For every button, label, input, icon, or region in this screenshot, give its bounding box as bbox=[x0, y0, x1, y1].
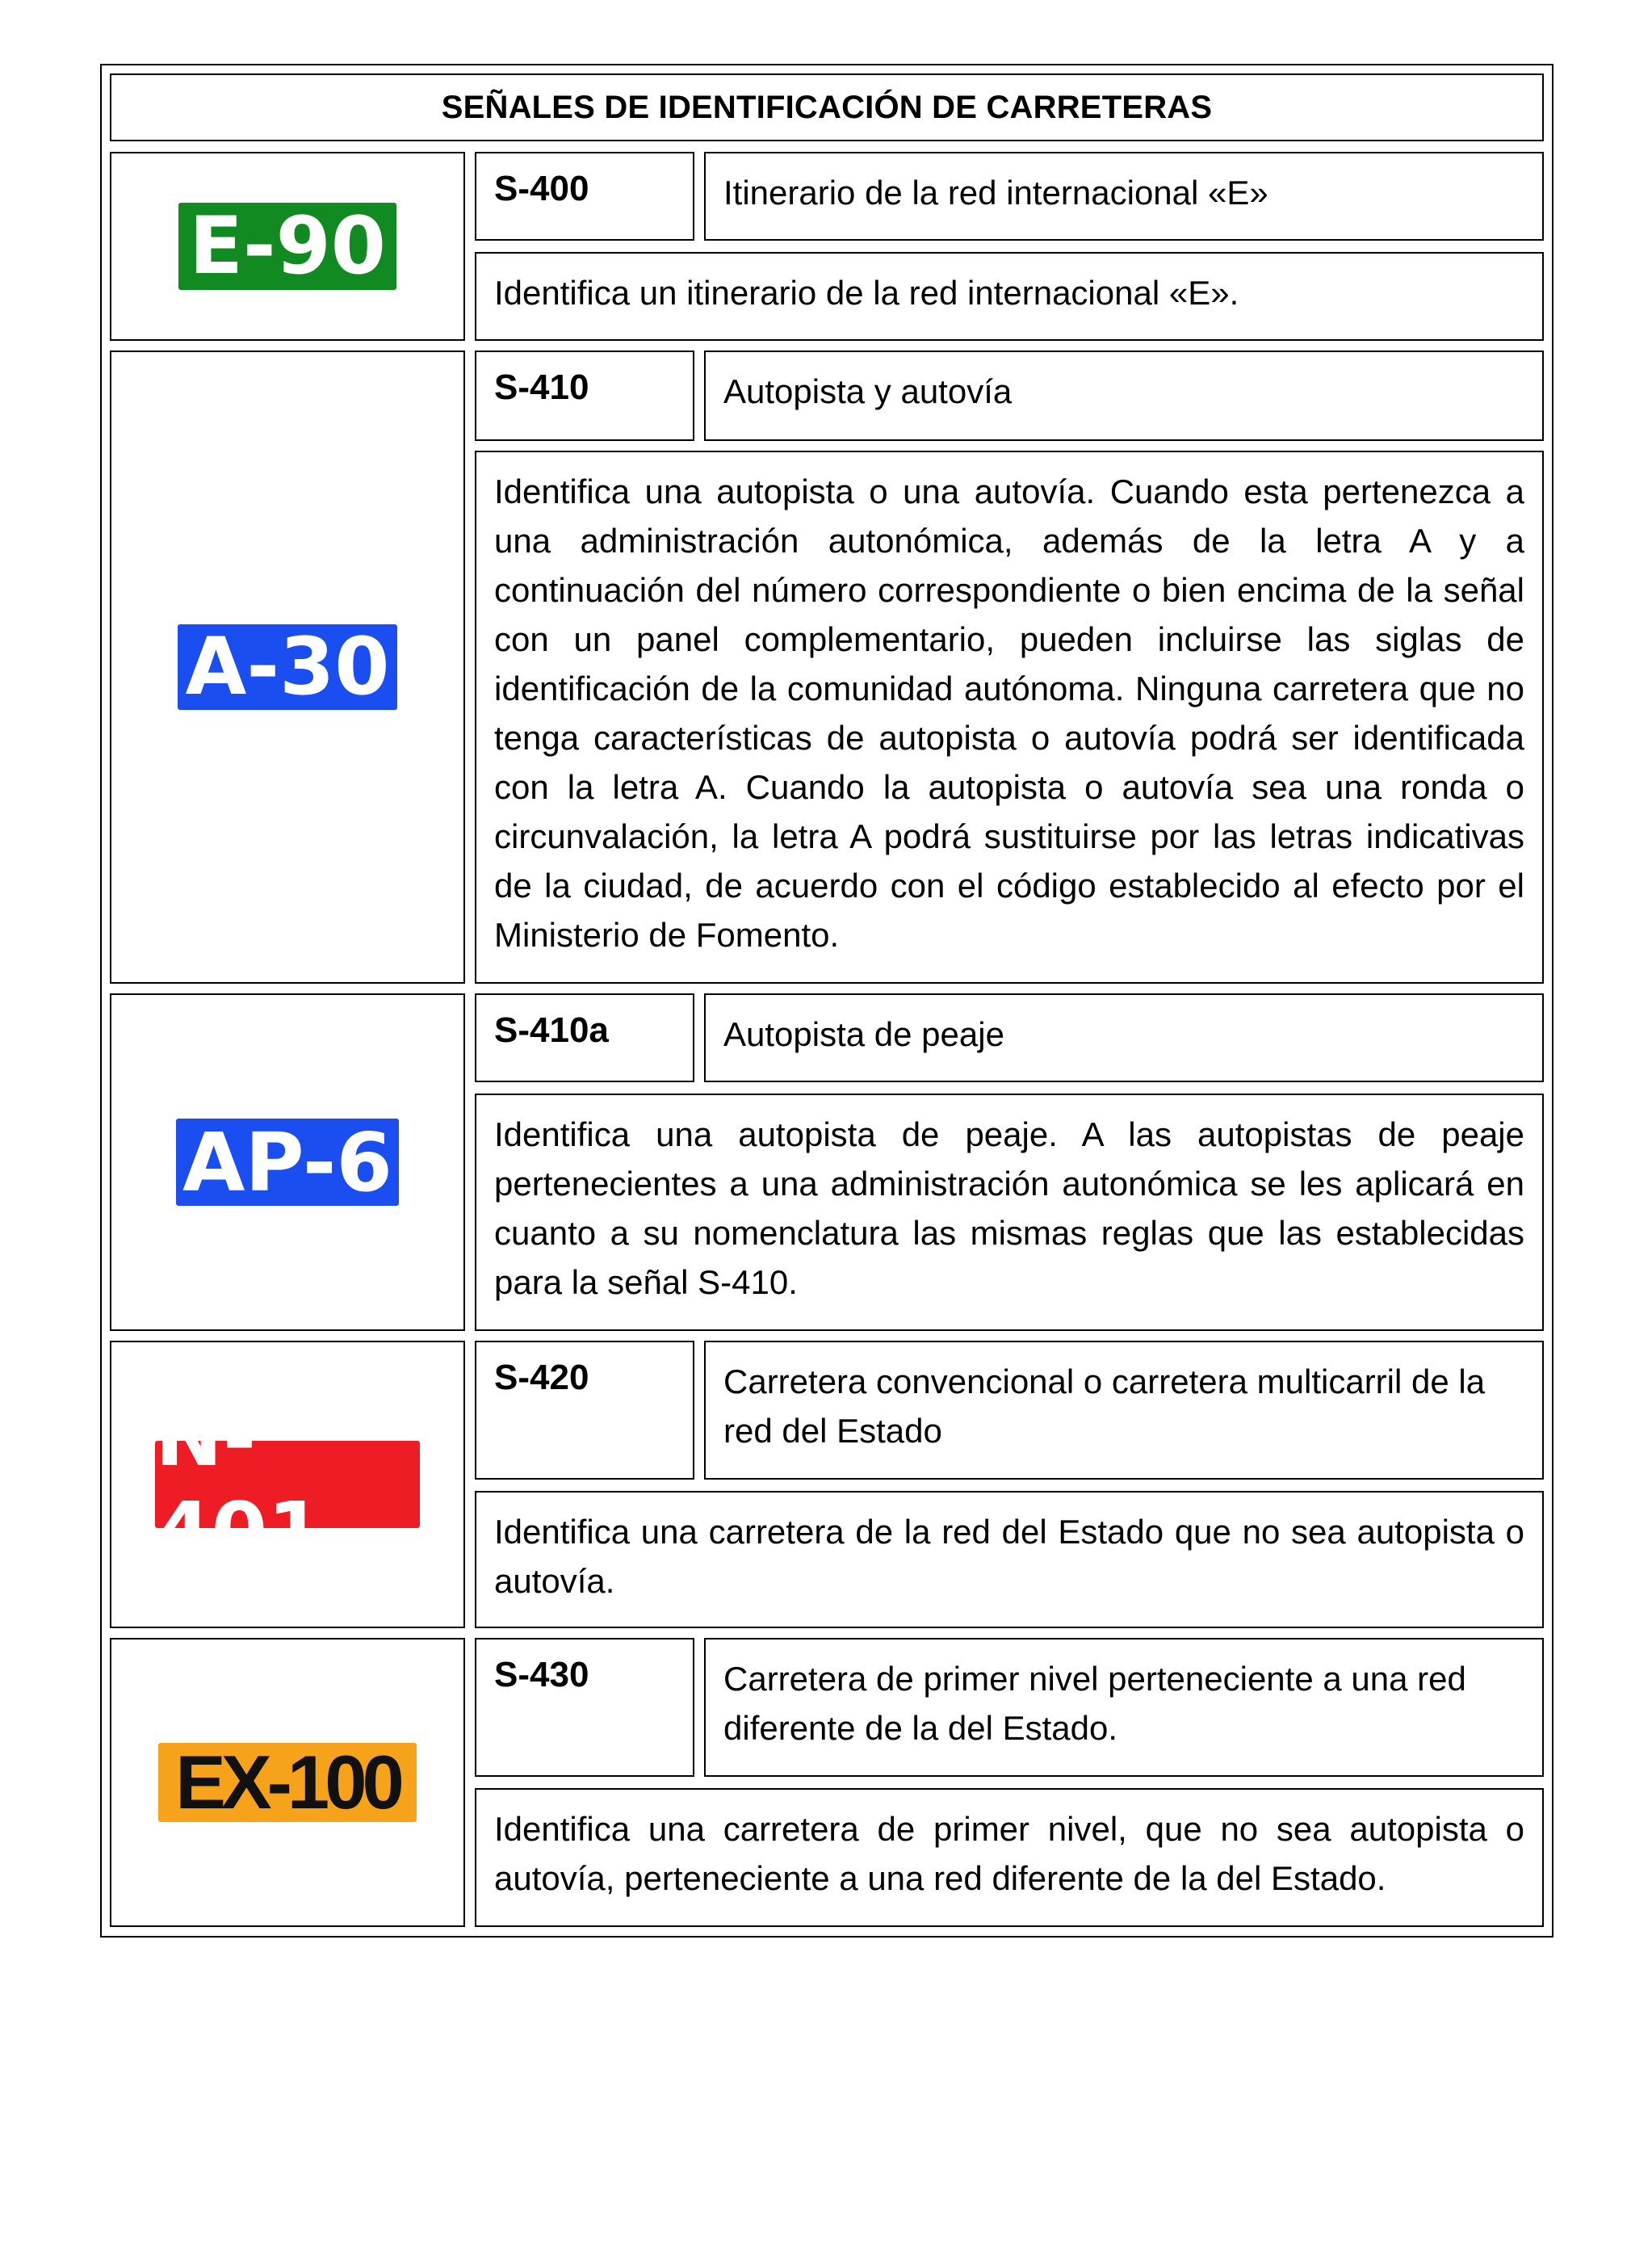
code-cell-s410a bbox=[475, 993, 694, 1082]
sign-e90-plate: E-90 bbox=[178, 203, 396, 290]
sign-ap6-plate: AP-6 bbox=[176, 1119, 399, 1206]
signal-description: Identifica una carretera de primer nivel, que no sea autopista o autovía, perteneciente a una red diferente de la del Estado. bbox=[475, 1788, 1544, 1927]
sign-ex100-plate: EX-100 bbox=[158, 1743, 417, 1822]
code-cell-s400 bbox=[475, 152, 694, 241]
sign-cell-a30 bbox=[110, 351, 465, 984]
signal-code: S-430 bbox=[494, 1655, 589, 1694]
sign-cell-n401 bbox=[110, 1341, 465, 1628]
signal-name: Autopista de peaje bbox=[704, 993, 1544, 1082]
signal-name: Itinerario de la red internacional «E» bbox=[704, 152, 1544, 241]
signal-code: S-410a bbox=[494, 1010, 609, 1050]
signal-name: Autopista y autovía bbox=[704, 351, 1544, 441]
sign-a30-plate: A-30 bbox=[178, 624, 397, 710]
signal-code: S-400 bbox=[494, 169, 589, 208]
table-title: SEÑALES DE IDENTIFICACIÓN DE CARRETERAS bbox=[110, 73, 1544, 141]
signal-code: S-410 bbox=[494, 367, 589, 407]
signal-name: Carretera de primer nivel perteneciente a una red diferente de la del Estado. bbox=[704, 1638, 1544, 1777]
code-cell-s410 bbox=[475, 351, 694, 441]
sign-n401-plate: N-401 bbox=[155, 1441, 420, 1528]
signal-name: Carretera convencional o carretera multicarril de la red del Estado bbox=[704, 1341, 1544, 1480]
code-cell-s420 bbox=[475, 1341, 694, 1480]
signal-code: S-420 bbox=[494, 1358, 589, 1397]
signal-description: Identifica una autopista de peaje. A las autopistas de peaje pertenecientes a una administración autonómica se les aplicará en cuanto a su nomenclatura las mismas reglas que las establecidas para la señal S-410. bbox=[475, 1094, 1544, 1331]
signal-description: Identifica una autopista o una autovía. Cuando esta pertenezca a una administración autonómica, además de la letra A y a continuación del número correspondiente o bien encima de la señal con un panel complementario, pueden incluirse las siglas de identificación de la comunidad autónoma. Ninguna carretera que no tenga características de autopista o autovía podrá ser identificada con la letra A. Cuando la autopista o autovía sea una ronda o circunvalación, la letra A podrá sustituirse por las letras indicativas de la ciudad, de acuerdo con el código establecido al efecto por el Ministerio de Fomento. bbox=[475, 451, 1544, 984]
sign-cell-ap6 bbox=[110, 993, 465, 1331]
code-cell-s430 bbox=[475, 1638, 694, 1777]
signal-description: Identifica una carretera de la red del Estado que no sea autopista o autovía. bbox=[475, 1491, 1544, 1628]
sign-cell-ex100 bbox=[110, 1638, 465, 1927]
signal-description: Identifica un itinerario de la red internacional «E». bbox=[475, 252, 1544, 341]
sign-cell-e90 bbox=[110, 152, 465, 341]
